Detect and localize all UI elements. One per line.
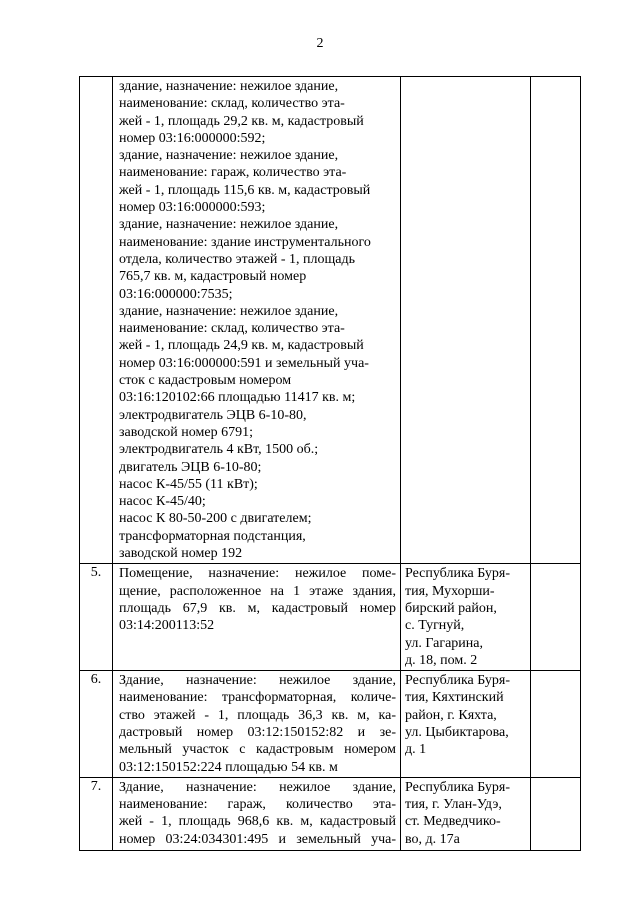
description-line: ство этажей - 1, площадь 36,3 кв. м, ка-	[119, 707, 396, 723]
address-line: Республика Буря-	[405, 673, 511, 689]
address-line: Республика Буря-	[405, 779, 511, 795]
description-line: номер 03:16:000000:593;	[119, 200, 266, 216]
table-row	[80, 777, 581, 850]
description-line: наименование: склад, количество эта-	[119, 96, 345, 112]
address-line: ул. Гагарина,	[405, 635, 483, 651]
description-line: мельный участок с кадастровым номером	[119, 742, 396, 758]
property-description	[113, 671, 401, 778]
description-line: заводской номер 6791;	[119, 424, 253, 440]
description-line: здание, назначение: нежилое здание,	[119, 79, 339, 94]
description-line: щение, расположенное на 1 этаже здания,	[119, 583, 396, 599]
empty-cell	[531, 671, 581, 778]
description-line: номер 03:16:000000:592;	[119, 130, 266, 146]
description-line: номер 03:16:000000:591 и земельный уча-	[119, 355, 369, 371]
description-line: площадь 67,9 кв. м, кадастровый номер	[119, 600, 396, 616]
description-line: жей - 1, площадь 29,2 кв. м, кадастровый	[119, 113, 364, 129]
description-line: Здание, назначение: нежилое здание,	[119, 779, 396, 795]
address-line: бирский район,	[405, 600, 497, 616]
description-line: номер 03:24:034301:495 и земельный уча-	[119, 831, 396, 847]
description-line: электродвигатель ЭЦВ 6-10-80,	[119, 407, 307, 423]
description-line: 03:14:200113:52	[119, 618, 215, 634]
property-address	[401, 564, 531, 671]
description-line: Здание, назначение: нежилое здание,	[119, 673, 396, 689]
description-line: 765,7 кв. м, кадастровый номер	[119, 269, 307, 285]
description-line: насос К 80-50-200 с двигателем;	[119, 511, 312, 527]
description-line: здание, назначение: нежилое здание,	[119, 148, 339, 164]
description-line: наименование: гараж, количество эта-	[119, 165, 347, 181]
description-line: Помещение, назначение: нежилое поме-	[119, 566, 396, 582]
address-line: ул. Цыбиктарова,	[405, 724, 509, 740]
description-line: насос К-45/40;	[119, 494, 206, 510]
description-line: электродвигатель 4 кВт, 1500 об.;	[119, 442, 319, 458]
description-line: наименование: склад, количество эта-	[119, 321, 345, 337]
property-address	[401, 777, 531, 850]
description-line: наименование: гараж, количество эта-	[119, 797, 396, 813]
empty-cell	[531, 77, 581, 564]
property-description	[113, 564, 401, 671]
empty-cell	[531, 777, 581, 850]
property-address	[401, 77, 531, 564]
address-line: тия, г. Улан-Удэ,	[405, 797, 502, 813]
table-row	[80, 77, 581, 564]
property-address	[401, 671, 531, 778]
address-line: район, г. Кяхта,	[405, 707, 497, 723]
row-number: 6.	[80, 671, 113, 778]
description-line: насос К-45/55 (11 кВт);	[119, 476, 258, 492]
address-line: ст. Медведчико-	[405, 814, 501, 830]
description-line: 03:16:000000:7535;	[119, 286, 233, 302]
property-table	[79, 76, 581, 851]
empty-cell	[531, 564, 581, 671]
description-line: наименование: трансформаторная, количе-	[119, 690, 396, 706]
description-line: двигатель ЭЦВ 6-10-80;	[119, 459, 262, 475]
row-number: 5.	[80, 564, 113, 671]
table-row	[80, 671, 581, 778]
description-line: заводской номер 192	[119, 546, 243, 562]
page-number: 2	[316, 36, 324, 51]
address-line: Республика Буря-	[405, 566, 511, 582]
address-line: во, д. 17а	[405, 831, 460, 847]
description-line: трансформаторная подстанция,	[119, 528, 306, 544]
description-line: жей - 1, площадь 968,6 кв. м, кадастровый	[119, 814, 396, 830]
description-line: дастровый номер 03:12:150152:82 и зе-	[119, 724, 396, 740]
address-line: д. 18, пом. 2	[405, 652, 478, 668]
description-line: наименование: здание инструментального	[119, 234, 371, 250]
table-row	[80, 564, 581, 671]
address-line: д. 1	[405, 742, 427, 758]
description-line: здание, назначение: нежилое здание,	[119, 303, 339, 319]
description-line: отдела, количество этажей - 1, площадь	[119, 251, 355, 267]
property-description	[113, 77, 401, 564]
row-number: 7.	[80, 777, 113, 850]
description-line: сток с кадастровым номером	[119, 373, 292, 389]
description-line: жей - 1, площадь 115,6 кв. м, кадастровый	[119, 182, 371, 198]
description-line: 03:16:120102:66 площадью 11417 кв. м;	[119, 390, 356, 406]
description-line: жей - 1, площадь 24,9 кв. м, кадастровый	[119, 338, 364, 354]
row-number	[80, 77, 113, 564]
address-line: с. Тугнуй,	[405, 618, 465, 634]
description-line: 03:12:150152:224 площадью 54 кв. м	[119, 759, 338, 775]
address-line: тия, Мухорши-	[405, 583, 495, 599]
property-description	[113, 777, 401, 850]
description-line: здание, назначение: нежилое здание,	[119, 217, 339, 233]
address-line: тия, Кяхтинский	[405, 690, 504, 706]
